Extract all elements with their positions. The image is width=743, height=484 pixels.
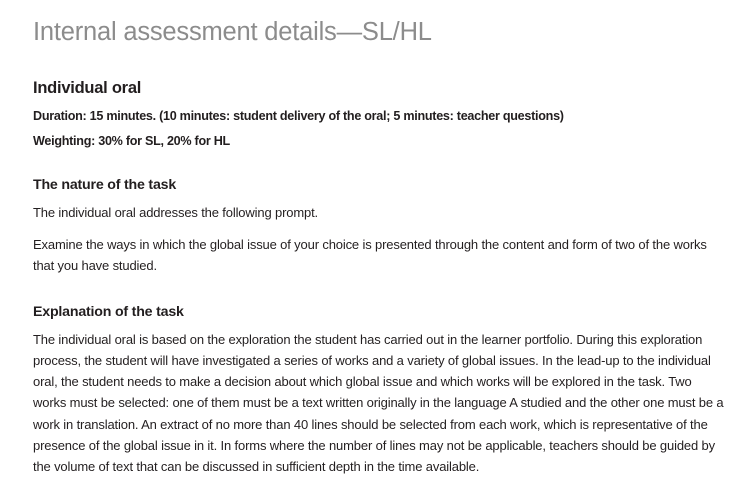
meta-duration: Duration: 15 minutes. (10 minutes: student delivery of the oral; 5 minutes: teacher questions) xyxy=(33,109,564,124)
document-content-column xyxy=(33,0,725,478)
subsection-heading-explanation-of-the-task: Explanation of the task xyxy=(33,304,184,321)
explanation-of-the-task-body: The individual oral is based on the exploration the student has carried out in the learner portfolio. During this exploration process, the student will have investigated a series of works and a variety of global issues. In the lead-up to the individual oral, the student needs to make a decision about which global issue and which works will be explored in the task. Two works must be selected: one of them must be a text written originally in the language A studied and the other one must be a work in translation. An extract of no more than 40 lines should be selected from each work, which is representative of the presence of the global issue in it. In forms where the number of lines may not be applicable, teachers should be guided by the volume of text that can be discussed in sufficient depth in the time available. xyxy=(33,331,724,475)
subsection-heading-nature-of-the-task: The nature of the task xyxy=(33,176,177,193)
page-title: Internal assessment details—SL/HL xyxy=(33,18,432,46)
individual-oral-prompt: Examine the ways in which the global issue of your choice is presented through the content and form of two of the works that you have studied. xyxy=(33,236,707,273)
nature-of-the-task-intro: The individual oral addresses the following prompt. xyxy=(33,205,319,221)
meta-weighting: Weighting: 30% for SL, 20% for HL xyxy=(33,134,230,149)
section-heading-individual-oral: Individual oral xyxy=(33,79,142,98)
